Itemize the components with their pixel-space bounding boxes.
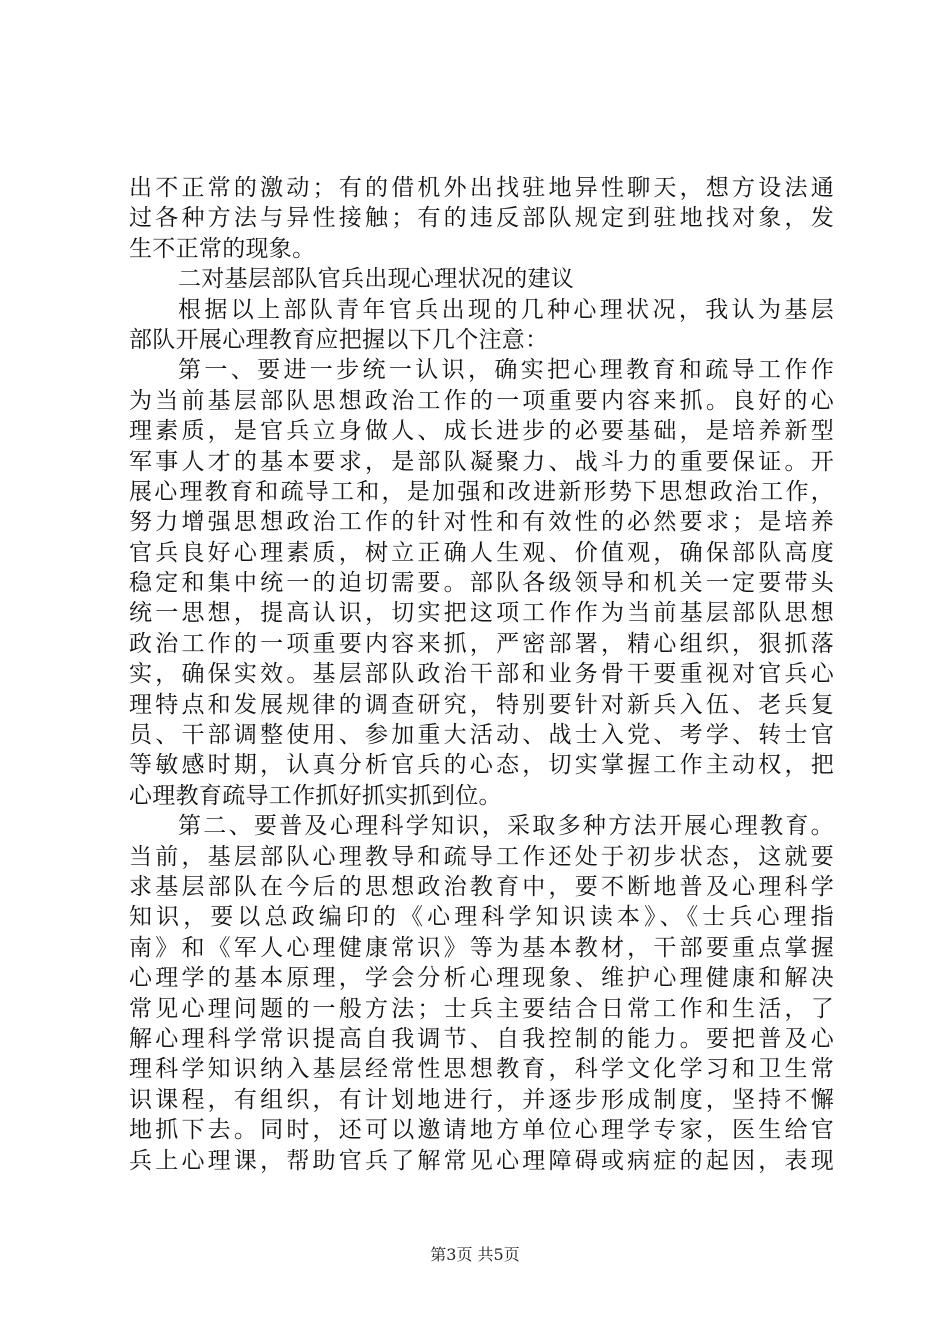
text-line: 心理学的基本原理，学会分析心理现象、维护心理健康和解决 [129, 965, 834, 992]
text-line: 当前，基层部队心理教导和疏导工作还处于初步状态，这就要 [129, 843, 834, 870]
text-line: 政治工作的一项重要内容来抓，严密部署，精心组织，狠抓落 [129, 630, 834, 657]
text-line: 出不正常的激动；有的借机外出找驻地异性聊天，想方设法通 [129, 175, 834, 201]
text-line: 二对基层部队官兵出现心理状况的建议 [178, 266, 575, 293]
text-line: 第一、要进一步统一认识，确实把心理教育和疏导工作作 [178, 357, 834, 384]
page-footer: 第3页 共5页 [430, 1245, 520, 1264]
text-line: 部队开展心理教育应把握以下几个注意： [129, 326, 549, 353]
text-line: 实，确保实效。基层部队政治干部和业务骨干要重视对官兵心 [129, 661, 834, 688]
text-line: 根据以上部队青年官兵出现的几种心理状况，我认为基层 [178, 296, 834, 323]
text-line: 努力增强思想政治工作的针对性和有效性的必然要求；是培养 [129, 509, 834, 536]
text-line: 理科学知识纳入基层经常性思想教育，科学文化学习和卫生常 [129, 1056, 834, 1083]
text-line: 常见心理问题的一般方法；士兵主要结合日常工作和生活，了 [129, 995, 834, 1022]
text-line: 第二、要普及心理科学知识，采取多种方法开展心理教育。 [178, 813, 834, 840]
text-line: 求基层部队在今后的思想政治教育中，要不断地普及心理科学 [129, 873, 834, 900]
text-line: 官兵良好心理素质，树立正确人生观、价值观，确保部队高度 [129, 539, 834, 566]
text-line: 等敏感时期，认真分析官兵的心态，切实掌握工作主动权，把 [129, 752, 834, 779]
text-line: 解心理科学常识提高自我调节、自我控制的能力。要把普及心 [129, 1025, 834, 1052]
text-line: 理特点和发展规律的调查研究，特别要针对新兵入伍、老兵复 [129, 691, 834, 718]
text-line: 展心理教育和疏导工和，是加强和改进新形势下思想政治工作， [129, 478, 834, 505]
text-line: 理素质，是官兵立身做人、成长进步的必要基础，是培养新型 [129, 418, 834, 445]
text-line: 生不正常的现象。 [129, 235, 316, 262]
body-text [129, 173, 834, 1176]
text-line: 南》和《军人心理健康常识》等为基本教材，干部要重点掌握 [129, 934, 834, 961]
text-line: 识课程，有组织，有计划地进行，并逐步形成制度，坚持不懈 [129, 1086, 834, 1113]
text-line: 心理教育疏导工作抓好抓实抓到位。 [129, 782, 502, 809]
text-line: 员、干部调整使用、参加重大活动、战士入党、考学、转士官 [129, 722, 834, 749]
text-line: 稳定和集中统一的迫切需要。部队各级领导和机关一定要带头 [129, 570, 834, 597]
text-line: 为当前基层部队思想政治工作的一项重要内容来抓。良好的心 [129, 387, 834, 414]
text-line: 地抓下去。同时，还可以邀请地方单位心理学专家，医生给官 [129, 1117, 834, 1144]
text-line: 统一思想，提高认识，切实把这项工作作为当前基层部队思想 [129, 600, 834, 627]
text-line: 过各种方法与异性接触；有的违反部队规定到驻地找对象，发 [129, 205, 834, 232]
text-line: 军事人才的基本要求，是部队凝聚力、战斗力的重要保证。开 [129, 448, 834, 475]
text-line: 兵上心理课，帮助官兵了解常见心理障碍或病症的起因，表现 [129, 1147, 834, 1174]
text-line: 知识，要以总政编印的《心理科学知识读本》、《士兵心理指 [129, 904, 834, 931]
